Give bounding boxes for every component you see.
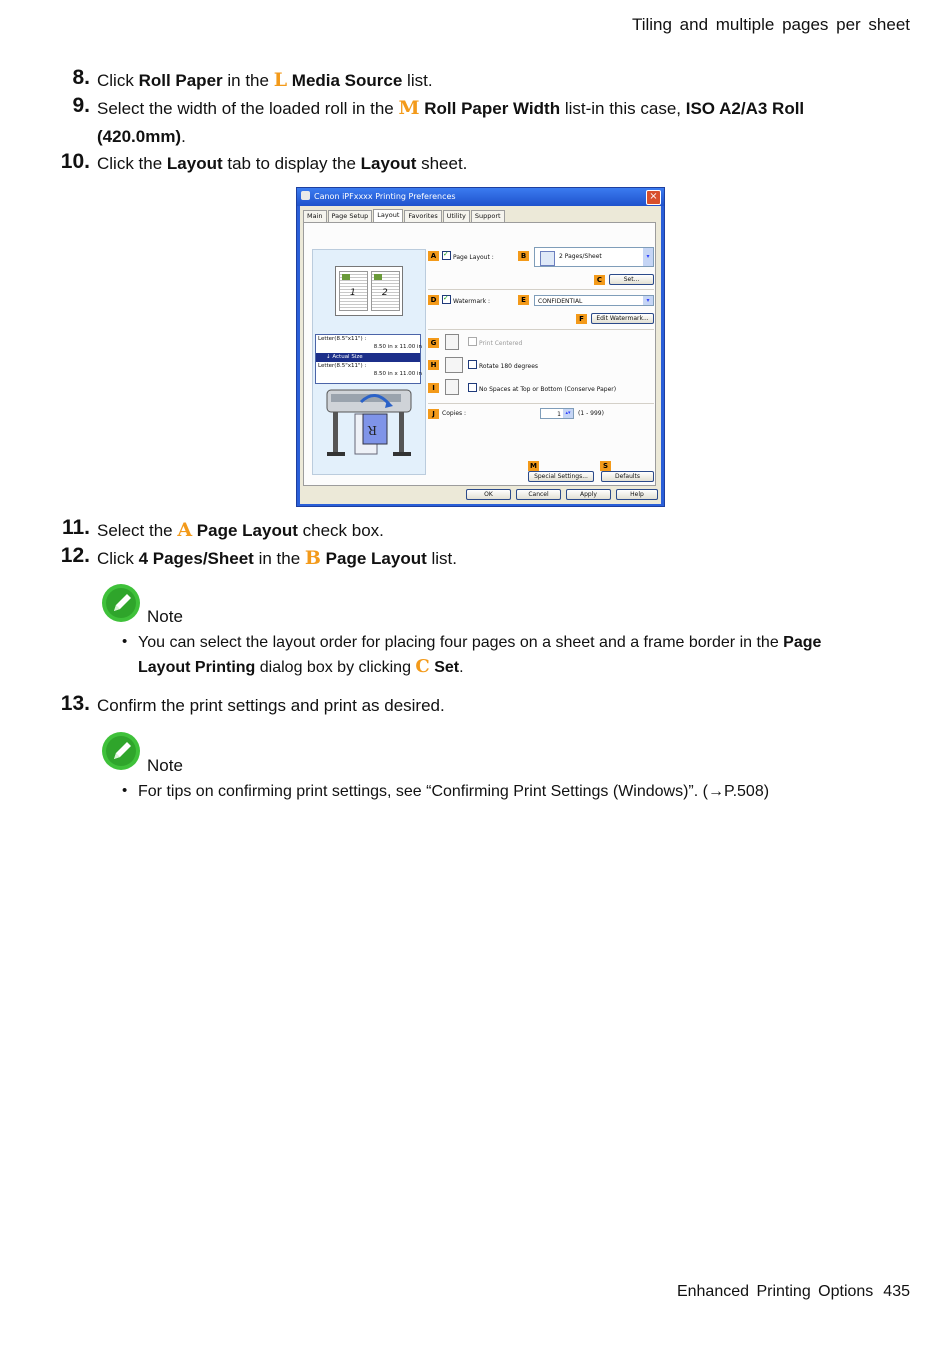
note-text: For tips on confirming print settings, see “Confirming Print Settings (Windows)”. (→P.508) — [138, 783, 770, 800]
callout-d: D — [428, 295, 439, 305]
page-footer — [677, 1283, 910, 1301]
callout-j: J — [428, 409, 439, 419]
layout-icon — [540, 251, 555, 266]
page-layout-select[interactable]: 2 Pages/Sheet ▾ — [534, 247, 654, 267]
printing-preferences-dialog — [296, 187, 665, 507]
paper-label: Letter(8.5"x11") : — [318, 336, 367, 342]
tab-favorites[interactable]: Favorites — [404, 210, 441, 222]
callout-letter: B — [304, 547, 321, 569]
paper-size: 8.50 in x 11.00 in — [373, 371, 422, 377]
spinner-arrows-icon: ▴▾ — [563, 409, 573, 418]
callout-h: H — [428, 360, 439, 370]
page-number: 435 — [883, 1283, 910, 1300]
cancel-button[interactable]: Cancel — [516, 489, 561, 500]
close-button[interactable]: × — [646, 190, 661, 205]
rotate-checkbox[interactable]: Rotate 180 degrees — [468, 360, 538, 372]
copies-spinner[interactable]: 1 ▴▾ — [540, 408, 574, 419]
ok-button[interactable]: OK — [466, 489, 511, 500]
printer-illustration — [323, 384, 415, 470]
note-pencil-icon — [101, 583, 141, 623]
chevron-down-icon: ▾ — [643, 248, 653, 266]
defaults-button[interactable]: Defaults — [601, 471, 654, 482]
callout-c: C — [594, 275, 605, 285]
help-button[interactable]: Help — [616, 489, 658, 500]
set-button[interactable]: Set... — [609, 274, 654, 285]
edit-watermark-button[interactable]: Edit Watermark... — [591, 313, 654, 324]
callout-f: F — [576, 314, 587, 324]
callout-letter: C — [415, 656, 430, 677]
step-text: Click 4 Pages/Sheet in the B Page Layout list. — [97, 547, 457, 569]
preview-area — [312, 249, 426, 475]
svg-text:R: R — [367, 423, 377, 437]
step-number: 10. — [60, 150, 90, 173]
apply-button[interactable]: Apply — [566, 489, 611, 500]
callout-g: G — [428, 338, 439, 348]
dialog-title: Canon iPFxxxx Printing Preferences — [314, 192, 456, 201]
callout-i: I — [428, 383, 439, 393]
page-thumbnail: 1 — [339, 271, 368, 311]
bullet: • — [122, 782, 128, 799]
watermark-checkbox[interactable]: ✓ Watermark : — [442, 295, 490, 307]
paper-size-box — [315, 334, 421, 384]
page-layout-checkbox[interactable]: ✓ Page Layout : — [442, 251, 494, 263]
copies-label: Copies : — [442, 410, 467, 417]
paper-size: 8.50 in x 11.00 in — [373, 344, 422, 350]
step-text: Select the width of the loaded roll in the M Roll Paper Width list-in this case, ISO A2/A3 Roll (420.0mm). — [97, 97, 805, 146]
step-text: Click Roll Paper in the L Media Source list. — [97, 69, 433, 91]
conserve-paper-icon — [445, 379, 459, 395]
tab-layout[interactable]: Layout — [373, 209, 403, 222]
callout-m: M — [528, 461, 539, 471]
dialog-body — [300, 206, 661, 504]
tab-main[interactable]: Main — [303, 210, 327, 222]
rotate-icon — [445, 357, 463, 373]
running-header: Tiling and multiple pages per sheet — [631, 15, 910, 34]
footer-section: Enhanced Printing Options — [676, 1283, 874, 1300]
tab-utility[interactable]: Utility — [443, 210, 470, 222]
tab-support[interactable]: Support — [471, 210, 505, 222]
callout-s: S — [600, 461, 611, 471]
bullet: • — [122, 633, 128, 650]
page-preview — [335, 266, 403, 316]
step-text: Click the Layout tab to display the Layout sheet. — [97, 154, 468, 173]
special-settings-button[interactable]: Special Settings... — [528, 471, 594, 482]
copies-range: (1 - 999) — [578, 410, 604, 417]
callout-letter: A — [177, 519, 193, 541]
tab-strip — [303, 210, 506, 222]
note-text: You can select the layout order for placing four pages on a sheet and a frame border in the Page Layout Printing dialog box by clicking C Set. — [138, 634, 822, 677]
watermark-select[interactable]: CONFIDENTIAL ▾ — [534, 295, 654, 306]
page-thumbnail: 2 — [371, 271, 400, 311]
callout-letter: L — [273, 69, 288, 91]
step-number: 13. — [60, 692, 90, 715]
printer-icon — [301, 191, 310, 200]
paper-label: Letter(8.5"x11") : — [318, 363, 367, 369]
step-number: 8. — [72, 66, 90, 89]
step-number: 12. — [60, 544, 90, 567]
no-spaces-checkbox[interactable]: No Spaces at Top or Bottom (Conserve Paper) — [468, 383, 616, 395]
layout-panel — [303, 222, 656, 486]
dialog-title-bar — [297, 188, 664, 206]
callout-e: E — [518, 295, 529, 305]
step-text: Select the A Page Layout check box. — [97, 519, 384, 541]
step-number: 11. — [61, 516, 90, 539]
actual-size-bar: ↓ Actual Size — [316, 353, 420, 362]
callout-letter: M — [398, 97, 420, 119]
note-pencil-icon — [101, 731, 141, 771]
note-label: Note — [147, 607, 183, 626]
step-text: Confirm the print settings and print as desired. — [97, 696, 445, 715]
note-label: Note — [147, 756, 183, 775]
print-centered-icon — [445, 334, 459, 350]
callout-b: B — [518, 251, 529, 261]
tab-page-setup[interactable]: Page Setup — [328, 210, 373, 222]
print-centered-checkbox[interactable]: Print Centered — [468, 337, 522, 349]
step-number: 9. — [72, 94, 90, 117]
callout-a: A — [428, 251, 439, 261]
chevron-down-icon: ▾ — [643, 296, 653, 305]
